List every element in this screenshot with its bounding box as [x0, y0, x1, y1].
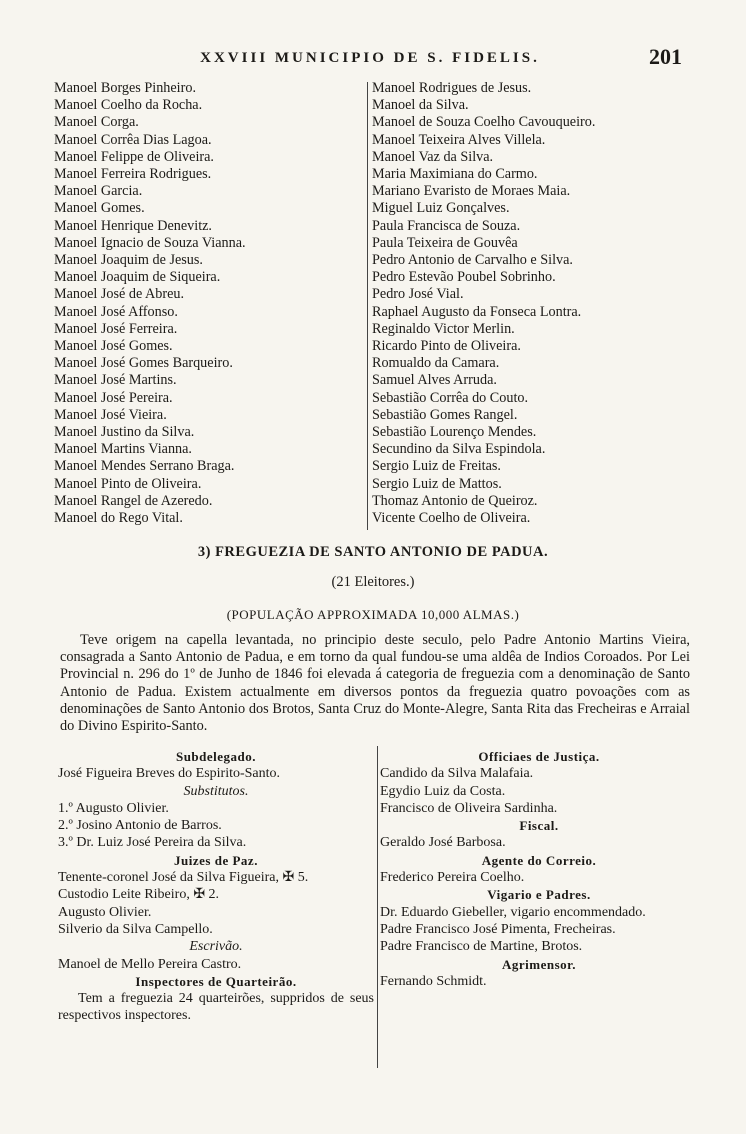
escrivao-heading: Escrivão. — [189, 939, 243, 955]
substituto-item: 3.º Dr. Luiz José Pereira da Silva. — [58, 835, 247, 851]
voter-name: Manoel José Gomes. — [54, 338, 173, 355]
voter-name: Manoel Mendes Serrano Braga. — [54, 458, 235, 475]
voter-name: Mariano Evaristo de Moraes Maia. — [372, 183, 571, 200]
page-number: 201 — [649, 44, 682, 69]
juiz-item: Custodio Leite Ribeiro, ✠ 2. — [58, 887, 220, 903]
voter-name: Manoel José Ferreira. — [54, 320, 178, 337]
agrimensor-heading: Agrimensor. — [502, 956, 576, 972]
voter-name: Manoel Ferreira Rodrigues. — [54, 166, 212, 183]
voter-name: Samuel Alves Arruda. — [372, 372, 497, 389]
voter-name: Sebastião Gomes Rangel. — [372, 406, 518, 423]
voter-name: Manoel José Gomes Barqueiro. — [54, 355, 233, 372]
voter-name: Manoel Martins Vianna. — [54, 441, 192, 458]
substituto-item: 1.º Augusto Olivier. — [58, 800, 169, 816]
official-item: Egydio Luiz da Costa. — [380, 783, 506, 799]
population-note: (POPULAÇÃO APPROXIMADA 10,000 ALMAS.) — [226, 607, 520, 622]
voter-name: Manoel de Souza Coelho Cavouqueiro. — [372, 114, 596, 131]
voter-list-right-column — [372, 80, 702, 527]
vigario-item: Dr. Eduardo Giebeller, vigario encommendado. — [380, 904, 646, 920]
voter-name: Secundino da Silva Espindola. — [372, 441, 546, 458]
vigario-heading: Vigario e Padres. — [487, 887, 591, 903]
voter-name: Vicente Coelho de Oliveira. — [372, 510, 531, 527]
voter-name: Raphael Augusto da Fonseca Lontra. — [372, 303, 582, 320]
voter-name: Manoel do Rego Vital. — [54, 510, 183, 527]
voter-list-left-column — [54, 80, 354, 527]
fiscal-name: Geraldo José Barbosa. — [380, 835, 506, 851]
voter-name: Manoel Coelho da Rocha. — [54, 97, 203, 114]
juizes-heading: Juizes de Paz. — [174, 852, 258, 868]
substitutos-heading: Substitutos. — [183, 783, 249, 799]
voter-name: Paula Teixeira de Gouvêa — [372, 234, 518, 251]
voter-name: Manoel Gomes. — [54, 200, 145, 217]
substituto-item: 2.º Josino Antonio de Barros. — [58, 818, 222, 834]
fiscal-heading: Fiscal. — [519, 818, 559, 834]
voter-name: Manoel José de Abreu. — [54, 286, 185, 303]
voter-name: Manoel Garcia. — [54, 183, 143, 200]
official-item: Francisco de Oliveira Sardinha. — [380, 800, 558, 816]
history-paragraph: Teve origem na capella levantada, no principio deste seculo, pelo Padre Antonio Martins Vieira, consagrada a Santo Antonio de Padua, e em torno da qual fundou-se uma aldêa de Indios Coroados. Por Lei Provincial n. 296 do 1º de Junho de 1846 foi elevada á categoria de freguezia com a denominação de Santo Antonio de Padua. Existem actualmente em diversos pontos da freguezia quatro povoações com as denominações de Santo Antonio dos Brotos, Santa Cruz do Monte-Alegre, Santa Rita das Frecheiras e Arraial do Divino Espirito-Santo. — [60, 632, 690, 735]
voter-name: Manoel José Affonso. — [54, 303, 178, 320]
inspectores-text: Tem a freguezia 24 quarteirões, suppridos de seus respectivos inspectores. — [58, 991, 374, 1024]
voter-name: Manoel Rangel de Azeredo. — [54, 492, 213, 509]
voter-name: Manoel Henrique Denevitz. — [54, 217, 212, 234]
subdelegado-name: José Figueira Breves do Espirito-Santo. — [58, 766, 281, 782]
voter-name: Manoel Felippe de Oliveira. — [54, 148, 214, 165]
section-title: 3) FREGUEZIA DE SANTO ANTONIO DE PADUA. — [197, 544, 549, 560]
vigario-item: Padre Francisco de Martine, Brotos. — [380, 939, 583, 955]
voter-name: Pedro José Vial. — [372, 286, 464, 303]
column-divider-lower — [377, 746, 378, 1068]
voter-name: Ricardo Pinto de Oliveira. — [372, 338, 521, 355]
official-item: Candido da Silva Malafaia. — [380, 766, 534, 782]
subdelegado-heading: Subdelegado. — [175, 749, 257, 764]
voter-name: Manoel Corrêa Dias Lagoa. — [54, 131, 212, 148]
voter-name: Paula Francisca de Souza. — [372, 217, 521, 234]
voter-name: Manoel Joaquim de Jesus. — [54, 252, 203, 269]
voter-name: Manoel José Martins. — [54, 372, 177, 389]
inspectores-heading: Inspectores de Quarteirão. — [135, 973, 297, 989]
voter-name: Pedro Estevão Poubel Sobrinho. — [372, 269, 556, 286]
voter-name: Manoel Justino da Silva. — [54, 424, 195, 441]
voter-name: Sebastião Corrêa do Couto. — [372, 389, 529, 406]
voter-name: Reginaldo Victor Merlin. — [372, 320, 515, 337]
voter-name: Manoel Joaquim de Siqueira. — [54, 269, 221, 286]
escrivao-name: Manoel de Mello Pereira Castro. — [58, 956, 242, 972]
voter-name: Manoel Rodrigues de Jesus. — [372, 80, 532, 96]
voter-name: Manoel Pinto de Oliveira. — [54, 475, 202, 492]
voter-name: Manoel José Pereira. — [54, 389, 173, 406]
voter-name: Manoel Ignacio de Souza Vianna. — [54, 234, 246, 251]
voter-name: Thomaz Antonio de Queiroz. — [372, 492, 538, 509]
voter-name: Romualdo da Camara. — [372, 355, 500, 372]
column-divider — [367, 82, 368, 530]
agrimensor-name: Fernando Schmidt. — [380, 973, 487, 989]
juiz-item: Tenente-coronel José da Silva Figueira, ✠ 5. — [58, 870, 309, 886]
officials-right-column — [380, 748, 698, 990]
officials-left-column — [58, 748, 374, 1025]
voter-name: Manoel da Silva. — [372, 97, 469, 114]
voter-name: Manoel Borges Pinheiro. — [54, 80, 196, 96]
agente-name: Frederico Pereira Coelho. — [380, 870, 525, 886]
voter-name: Pedro Antonio de Carvalho e Silva. — [372, 252, 573, 269]
officiaes-heading: Officiaes de Justiça. — [478, 749, 600, 764]
electors-count: (21 Eleitores.) — [331, 574, 415, 590]
voter-name: Manoel Vaz da Silva. — [372, 148, 494, 165]
voter-name: Miguel Luiz Gonçalves. — [372, 200, 510, 217]
voter-name: Manoel José Vieira. — [54, 406, 167, 423]
voter-name: Sergio Luiz de Mattos. — [372, 475, 502, 492]
voter-name: Maria Maximiana do Carmo. — [372, 166, 538, 183]
juiz-item: Silverio da Silva Campello. — [58, 921, 213, 937]
voter-name: Sebastião Lourenço Mendes. — [372, 424, 537, 441]
voter-name: Manoel Teixeira Alves Villela. — [372, 131, 546, 148]
voter-name: Manoel Corga. — [54, 114, 139, 131]
juiz-item: Augusto Olivier. — [58, 904, 152, 920]
voter-name: Sergio Luiz de Freitas. — [372, 458, 501, 475]
page-header: XXVIII MUNICIPIO DE S. FIDELIS. — [200, 50, 540, 66]
vigario-item: Padre Francisco José Pimenta, Frecheiras. — [380, 921, 616, 937]
agente-heading: Agente do Correio. — [481, 852, 597, 868]
